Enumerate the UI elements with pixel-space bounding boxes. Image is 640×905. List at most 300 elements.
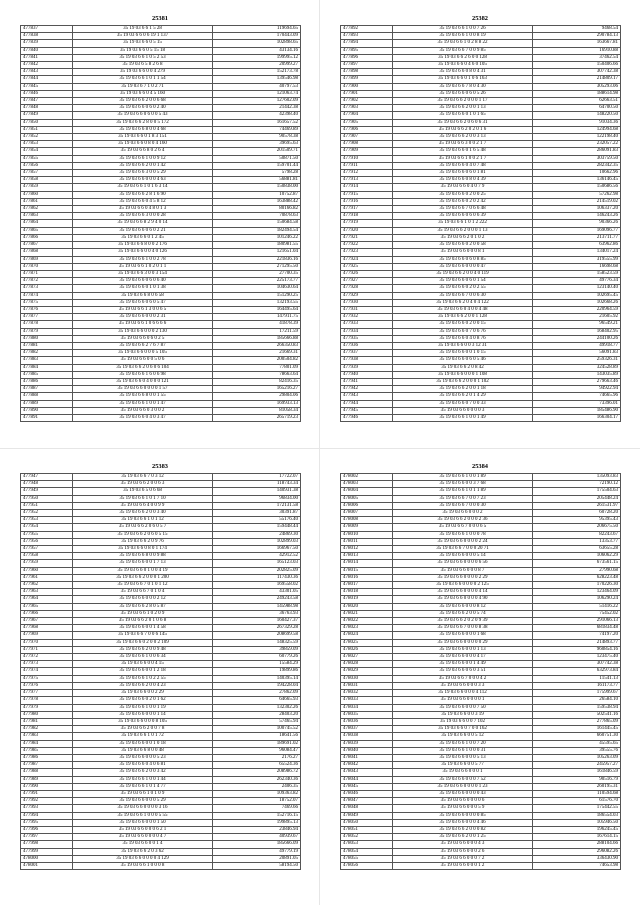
parcel-code-cell: 35 19 03 6 6 0 0 5 0 6 <box>73 357 213 364</box>
parcel-code-cell: 35 19 03 6 6 0 0 0 1 14 <box>73 711 213 718</box>
value-cell: 266350.83 <box>213 342 301 349</box>
row-id-cell: 477977 <box>21 690 73 697</box>
data-table <box>20 473 301 870</box>
table-row <box>21 256 301 263</box>
table-row <box>21 263 301 270</box>
parcel-code-cell: 35 19 03 6 6 7 0 0 0 20 71 <box>393 546 533 553</box>
value-cell: 30391.87 <box>213 510 301 517</box>
parcel-code-cell: 35 19 03 6 6 1 0 0 1 44 <box>73 776 213 783</box>
table-row <box>341 848 621 855</box>
table-row <box>341 682 621 689</box>
table-row <box>341 668 621 675</box>
row-id-cell: 477940 <box>341 371 393 378</box>
value-cell: 105946.50 <box>533 819 621 826</box>
value-cell: 307742.38 <box>533 69 621 76</box>
parcel-code-cell: 35 19 03 6 6 1 0 0 2 1 7 <box>393 155 533 162</box>
value-cell: 100745.52 <box>213 726 301 733</box>
table-row <box>341 256 621 263</box>
value-cell: 196245.45 <box>533 826 621 833</box>
value-cell: 245957.27 <box>533 762 621 769</box>
value-cell: 206675.50 <box>533 524 621 531</box>
row-id-cell: 477976 <box>21 682 73 689</box>
value-cell: 56091.83 <box>533 350 621 357</box>
value-cell: 16698.68 <box>533 263 621 270</box>
row-id-cell: 478003 <box>341 481 393 488</box>
table-row <box>21 270 301 277</box>
row-id-cell: 478039 <box>341 740 393 747</box>
row-id-cell: 477988 <box>21 769 73 776</box>
row-id-cell: 477885 <box>21 371 73 378</box>
parcel-code-cell: 35 19 03 6 6 0 0 1 4 58 <box>73 625 213 632</box>
row-id-cell: 477923 <box>341 249 393 256</box>
value-cell: 140931.38 <box>213 488 301 495</box>
table-row <box>341 177 621 184</box>
table-row <box>21 682 301 689</box>
row-id-cell: 477880 <box>21 335 73 342</box>
value-cell: 502541.16 <box>533 711 621 718</box>
table-row <box>341 488 621 495</box>
parcel-code-cell: 35 19 03 6 6 8 0 0 4 68 <box>73 126 213 133</box>
parcel-code-cell: 35 19 03 6 6 1 0 0 7 20 <box>393 740 533 747</box>
value-cell: 208699.58 <box>213 632 301 639</box>
row-id-cell: 478004 <box>341 488 393 495</box>
table-row <box>341 510 621 517</box>
value-cell: 150684.58 <box>213 220 301 227</box>
parcel-code-cell: 35 19 03 6 6 0 0 0 2 12 <box>73 596 213 603</box>
parcel-code-cell: 35 19 03 6 6 0 8 0 4 160 <box>73 141 213 148</box>
row-id-cell: 478050 <box>341 819 393 826</box>
table-row <box>21 306 301 313</box>
row-id-cell: 477969 <box>21 632 73 639</box>
table-row <box>341 285 621 292</box>
table-row <box>341 834 621 841</box>
table-row <box>21 524 301 531</box>
value-cell: 205448.24 <box>533 495 621 502</box>
table-row <box>341 90 621 97</box>
row-id-cell: 477887 <box>21 386 73 393</box>
row-id-cell: 477869 <box>21 256 73 263</box>
value-cell: 2406.35 <box>213 783 301 790</box>
table-row <box>21 697 301 704</box>
table-row <box>341 393 621 400</box>
table-row <box>341 40 621 47</box>
table-row <box>21 841 301 848</box>
parcel-code-cell: 35 19 03 6 6 0 0 0 8 105 <box>73 718 213 725</box>
table-row <box>21 754 301 761</box>
table-row <box>21 690 301 697</box>
table-row <box>341 105 621 112</box>
row-id-cell: 477961 <box>21 574 73 581</box>
row-id-cell: 477957 <box>21 546 73 553</box>
value-cell: 90366.26 <box>533 220 621 227</box>
parcel-code-cell: 35 19 03 6 6 0 0 3 19 <box>393 711 533 718</box>
table-row <box>21 704 301 711</box>
value-cell: 185666.88 <box>213 335 301 342</box>
table-row <box>21 855 301 862</box>
table-row <box>21 206 301 213</box>
table-row <box>341 191 621 198</box>
value-cell: 49918.77 <box>533 342 621 349</box>
row-id-cell: 478016 <box>341 574 393 581</box>
value-cell: 201509.71 <box>213 148 301 155</box>
row-id-cell: 477946 <box>341 414 393 421</box>
parcel-code-cell: 35 19 03 6 6 2 0 0 0 82 <box>393 826 533 833</box>
table-row <box>21 141 301 148</box>
table-row <box>341 517 621 524</box>
table-row <box>341 704 621 711</box>
row-id-cell: 477982 <box>21 726 73 733</box>
table-row <box>341 812 621 819</box>
value-cell: 259326.31 <box>533 357 621 364</box>
row-id-cell: 477913 <box>341 177 393 184</box>
row-id-cell: 478033 <box>341 697 393 704</box>
data-table <box>20 25 301 422</box>
table-row <box>341 321 621 328</box>
parcel-code-cell: 35 19 03 6 6 2 0 3 62 <box>73 848 213 855</box>
table-row <box>341 805 621 812</box>
row-id-cell: 478024 <box>341 632 393 639</box>
parcel-code-cell: 35 19 03 6 6 1 0 1 1 89 <box>393 488 533 495</box>
value-cell: 27700.35 <box>213 270 301 277</box>
table-row <box>341 531 621 538</box>
row-id-cell: 477952 <box>21 510 73 517</box>
parcel-code-cell: 35 19 03 6 6 1 3 0 0 6 5 <box>73 306 213 313</box>
value-cell: 139546.98 <box>213 76 301 83</box>
parcel-code-cell: 35 19 03 6 6 0 0 5 77 <box>393 762 533 769</box>
value-cell: 166967.50 <box>213 546 301 553</box>
row-id-cell: 477888 <box>21 393 73 400</box>
row-id-cell: 477968 <box>21 625 73 632</box>
table-row <box>21 371 301 378</box>
parcel-code-cell: 35 19 03 6 6 0 0 0 0 6 <box>393 798 533 805</box>
value-cell: 165216.27 <box>213 386 301 393</box>
parcel-code-cell: 35 19 03 6 6 0 1 6 5 48 <box>393 148 533 155</box>
value-cell: 127602.09 <box>213 98 301 105</box>
table-row <box>21 567 301 574</box>
value-cell: 172131.58 <box>213 502 301 509</box>
row-id-cell: 478009 <box>341 524 393 531</box>
page-number-title: 25384 <box>472 463 488 470</box>
value-cell: 960854.16 <box>533 646 621 653</box>
row-id-cell: 477959 <box>21 560 73 567</box>
parcel-code-cell: 35 19 03 6 6 0 0 0 3 3 <box>393 682 533 689</box>
parcel-code-cell: 35 19 03 6 5 0 6 68 <box>73 488 213 495</box>
parcel-code-cell: 35 19 03 6 6 2 0 0 0 1 17 <box>393 98 533 105</box>
row-id-cell: 477979 <box>21 704 73 711</box>
parcel-code-cell: 35 19 03 6 6 0 0 7 102 <box>393 718 533 725</box>
row-id-cell: 477918 <box>341 213 393 220</box>
row-id-cell: 477897 <box>341 62 393 69</box>
parcel-code-cell: 35 19 03 6 6 2 0 0 3 40 <box>73 510 213 517</box>
table-row <box>341 776 621 783</box>
row-id-cell: 477884 <box>21 364 73 371</box>
parcel-code-cell: 35 19 03 6 6 0 0 0 4 3 <box>393 841 533 848</box>
table-row <box>341 342 621 349</box>
value-cell: 39695.63 <box>213 141 301 148</box>
value-cell: 18641.56 <box>213 733 301 740</box>
parcel-code-cell: 35 19 03 6 6 0 0 0 0 85 <box>393 812 533 819</box>
parcel-code-cell: 35 19 03 6 6 0 0 0 7 52 <box>393 776 533 783</box>
table-row <box>21 155 301 162</box>
row-id-cell: 478043 <box>341 769 393 776</box>
row-id-cell: 477951 <box>21 502 73 509</box>
parcel-code-cell: 35 19 03 6 6 0 7 0 0 33 <box>393 400 533 407</box>
value-cell: 143035.89 <box>533 371 621 378</box>
row-id-cell: 477942 <box>341 386 393 393</box>
value-cell: 72190.12 <box>533 481 621 488</box>
row-id-cell: 478012 <box>341 546 393 553</box>
parcel-code-cell: 35 19 03 6 6 1 0 0 9 12 <box>73 155 213 162</box>
row-id-cell: 477962 <box>21 582 73 589</box>
row-id-cell: 477893 <box>341 33 393 40</box>
parcel-code-cell: 35 19 03 6 6 0 7 0 0 162 <box>393 726 533 733</box>
table-row <box>341 646 621 653</box>
value-cell: 11541.13 <box>533 675 621 682</box>
row-id-cell: 478034 <box>341 704 393 711</box>
parcel-code-cell: 35 19 03 6 6 2 0 0 1 13 <box>393 105 533 112</box>
parcel-code-cell: 35 19 03 6 6 0 0 0 5 14 <box>393 553 533 560</box>
row-id-cell: 478015 <box>341 567 393 574</box>
table-row <box>341 263 621 270</box>
value-cell: 62663.51 <box>533 98 621 105</box>
row-id-cell: 477930 <box>341 299 393 306</box>
parcel-code-cell: 35 19 03 6 6 0 0 0 0 4 129 <box>73 855 213 862</box>
parcel-code-cell: 35 19 03 6 6 2 8 0 0 5 172 <box>73 119 213 126</box>
table-row <box>21 112 301 119</box>
row-id-cell: 477839 <box>21 40 73 47</box>
row-id-cell: 478025 <box>341 639 393 646</box>
parcel-code-cell: 35 19 03 6 6 0 6 0 2 21 <box>73 227 213 234</box>
row-id-cell: 477937 <box>341 350 393 357</box>
value-cell: 319555.99 <box>533 256 621 263</box>
parcel-code-cell: 35 19 03 6 6 0 0 0 1 <box>393 769 533 776</box>
row-id-cell: 477904 <box>341 112 393 119</box>
row-id-cell: 478036 <box>341 718 393 725</box>
row-id-cell: 477922 <box>341 242 393 249</box>
value-cell: 118743.34 <box>213 481 301 488</box>
row-id-cell: 477927 <box>341 278 393 285</box>
value-cell: 20999.27 <box>213 62 301 69</box>
value-cell: 166304.17 <box>533 414 621 421</box>
value-cell: 61576.70 <box>533 798 621 805</box>
parcel-code-cell: 35 19 03 6 6 1 0 0 8 19 <box>393 33 533 40</box>
parcel-code-cell: 35 19 03 6 6 0 0 1 4 <box>73 841 213 848</box>
table-row <box>341 783 621 790</box>
parcel-code-cell: 35 19 03 6 6 0 6 19 1 137 <box>73 33 213 40</box>
value-cell: 286091.83 <box>533 148 621 155</box>
parcel-code-cell: 35 19 03 6 6 0 0 0 8 1 <box>393 249 533 256</box>
value-cell: 175999.67 <box>533 690 621 697</box>
value-cell: 17722.07 <box>213 474 301 481</box>
parcel-code-cell: 35 19 03 6 6 0 0 3 12 31 <box>393 342 533 349</box>
value-cell: 60779.26 <box>213 654 301 661</box>
row-id-cell: 477920 <box>341 227 393 234</box>
table-row <box>21 357 301 364</box>
row-id-cell: 477963 <box>21 589 73 596</box>
parcel-code-cell: 35 19 03 6 6 0 0 0 0 3 16 <box>73 805 213 812</box>
parcel-code-cell: 35 19 03 6 6 0 6 0 2 40 <box>73 105 213 112</box>
value-cell: 105263.09 <box>533 754 621 761</box>
row-id-cell: 477882 <box>21 350 73 357</box>
parcel-code-cell: 35 19 03 6 6 7 0 0 0 4 2 <box>393 675 533 682</box>
table-row <box>341 553 621 560</box>
table-row <box>341 589 621 596</box>
table-row <box>21 234 301 241</box>
value-cell: 64665.93 <box>213 697 301 704</box>
table-row <box>341 538 621 545</box>
parcel-code-cell: 35 19 03 6 6 0 4 8 0 1 3 <box>73 206 213 213</box>
value-cell: 74469.89 <box>213 126 301 133</box>
parcel-code-cell: 35 19 03 6 6 2 0 0 0 1 13 <box>393 227 533 234</box>
parcel-code-cell: 35 19 03 6 6 0 4 0 7 48 <box>393 162 533 169</box>
value-cell: 64700.50 <box>533 105 621 112</box>
row-id-cell: 477877 <box>21 314 73 321</box>
row-id-cell: 477901 <box>341 90 393 97</box>
table-row <box>341 378 621 385</box>
table-row <box>341 502 621 509</box>
row-id-cell: 477938 <box>341 357 393 364</box>
row-id-cell: 477868 <box>21 249 73 256</box>
table-row <box>21 249 301 256</box>
value-cell: 123475.40 <box>533 654 621 661</box>
value-cell: 40797.53 <box>213 83 301 90</box>
table-row <box>21 495 301 502</box>
value-cell: 21442.38 <box>213 105 301 112</box>
table-row <box>21 762 301 769</box>
parcel-code-cell: 35 19 03 6 6 7 8 0 4 30 <box>393 83 533 90</box>
table-row <box>21 285 301 292</box>
row-id-cell: 477878 <box>21 321 73 328</box>
table-row <box>341 560 621 567</box>
table-row <box>341 841 621 848</box>
row-id-cell: 477874 <box>21 292 73 299</box>
table-row <box>341 596 621 603</box>
table-row <box>341 661 621 668</box>
row-id-cell: 478007 <box>341 510 393 517</box>
value-cell: 18752.07 <box>213 798 301 805</box>
table-row <box>341 407 621 414</box>
row-id-cell: 477915 <box>341 191 393 198</box>
row-id-cell: 477907 <box>341 134 393 141</box>
table-row <box>21 342 301 349</box>
table-row <box>21 474 301 481</box>
parcel-code-cell: 35 19 03 6 6 1 0 0 0 8 <box>73 862 213 869</box>
row-id-cell: 477932 <box>341 314 393 321</box>
table-row <box>21 546 301 553</box>
row-id-cell: 477862 <box>21 206 73 213</box>
row-id-cell: 478026 <box>341 646 393 653</box>
row-id-cell: 477860 <box>21 191 73 198</box>
value-cell: 150406.66 <box>533 62 621 69</box>
value-cell: 57465.94 <box>213 718 301 725</box>
value-cell: 39555.76 <box>533 747 621 754</box>
parcel-code-cell: 35 19 03 6 6 1 0 0 2 78 <box>73 256 213 263</box>
value-cell: 232057.22 <box>533 141 621 148</box>
table-row <box>21 510 301 517</box>
value-cell: 134017.24 <box>533 249 621 256</box>
row-id-cell: 477972 <box>21 654 73 661</box>
value-cell: 282342.35 <box>533 162 621 169</box>
value-cell: 214519.02 <box>533 198 621 205</box>
row-id-cell: 477983 <box>21 733 73 740</box>
table-row <box>341 740 621 747</box>
row-id-cell: 477973 <box>21 661 73 668</box>
table-row <box>21 740 301 747</box>
row-id-cell: 478018 <box>341 589 393 596</box>
row-id-cell: 477909 <box>341 148 393 155</box>
value-cell: 189691.02 <box>213 740 301 747</box>
row-id-cell: 477980 <box>21 711 73 718</box>
value-cell: 305293.06 <box>533 83 621 90</box>
table-row <box>21 538 301 545</box>
parcel-code-cell: 35 19 03 6 6 2 0 4 0 4 122 <box>393 299 533 306</box>
row-id-cell: 477950 <box>21 495 73 502</box>
parcel-code-cell: 35 19 03 6 6 1 0 0 1 49 <box>393 414 533 421</box>
table-row <box>341 328 621 335</box>
parcel-code-cell: 35 19 03 6 6 0 8 0 1 174 <box>73 546 213 553</box>
parcel-code-cell: 35 19 03 6 6 0 0 0 4 46 <box>393 819 533 826</box>
parcel-code-cell: 35 19 03 6 6 0 1 2 45 <box>73 234 213 241</box>
parcel-code-cell: 35 19 03 6 6 7 0 1 0 1 12 <box>73 582 213 589</box>
parcel-code-cell: 35 19 03 6 6 2 7 6 7 87 <box>73 342 213 349</box>
row-id-cell: 478021 <box>341 610 393 617</box>
parcel-code-cell: 35 19 03 6 6 2 0 0 0 1 102 <box>393 378 533 385</box>
row-id-cell: 477840 <box>21 47 73 54</box>
value-cell: 104630.64 <box>213 285 301 292</box>
table-row <box>21 119 301 126</box>
parcel-code-cell: 35 19 03 6 6 0 0 0 7 2 <box>393 855 533 862</box>
row-id-cell: 477931 <box>341 306 393 313</box>
value-cell: 65524.36 <box>213 762 301 769</box>
parcel-code-cell: 35 19 03 6 6 2 0 0 3 42 <box>73 769 213 776</box>
row-id-cell: 477999 <box>21 848 73 855</box>
table-row <box>341 675 621 682</box>
value-cell: 74665.96 <box>533 393 621 400</box>
parcel-code-cell: 35 19 03 6 6 2 8 1 6 90 <box>73 191 213 198</box>
table-row <box>341 47 621 54</box>
table-row <box>21 321 301 328</box>
parcel-code-cell: 35 19 03 6 6 0 0 0 1 108 <box>393 371 533 378</box>
value-cell: 60728.20 <box>533 510 621 517</box>
parcel-code-cell: 35 19 03 6 6 0 0 0 4 63 <box>73 177 213 184</box>
parcel-code-cell: 35 19 03 6 6 0 0 0 0 47 <box>393 263 533 270</box>
table-row <box>21 162 301 169</box>
value-cell: 200504.82 <box>213 357 301 364</box>
table-row <box>21 769 301 776</box>
table-row <box>341 862 621 869</box>
parcel-code-cell: 35 19 03 6 6 0 0 0 0 1 23 <box>393 783 533 790</box>
value-cell: 673561.15 <box>533 560 621 567</box>
parcel-code-cell: 35 19 03 6 6 2 0 2 0 1 6 <box>393 126 533 133</box>
row-id-cell: 477921 <box>341 234 393 241</box>
row-id-cell: 477949 <box>21 488 73 495</box>
table-row <box>21 386 301 393</box>
table-row <box>341 747 621 754</box>
parcel-code-cell: 35 19 03 6 6 0 1 0 0 4 19 <box>73 567 213 574</box>
value-cell: 81058.34 <box>213 407 301 414</box>
parcel-code-cell: 35 19 03 6 6 0 2 0 0 25 <box>393 191 533 198</box>
row-id-cell: 478054 <box>341 848 393 855</box>
parcel-code-cell: 35 19 03 6 6 0 0 0 5 105 <box>73 350 213 357</box>
value-cell: 148220.50 <box>533 112 621 119</box>
value-cell: 296082.26 <box>533 848 621 855</box>
value-cell: 74653.98 <box>533 862 621 869</box>
parcel-code-cell: 35 19 03 6 6 1 0 1 7 10 <box>73 495 213 502</box>
page-divider-vertical <box>319 0 320 905</box>
table-row <box>21 76 301 83</box>
value-cell: 188614.98 <box>533 90 621 97</box>
value-cell: 74197.20 <box>533 632 621 639</box>
